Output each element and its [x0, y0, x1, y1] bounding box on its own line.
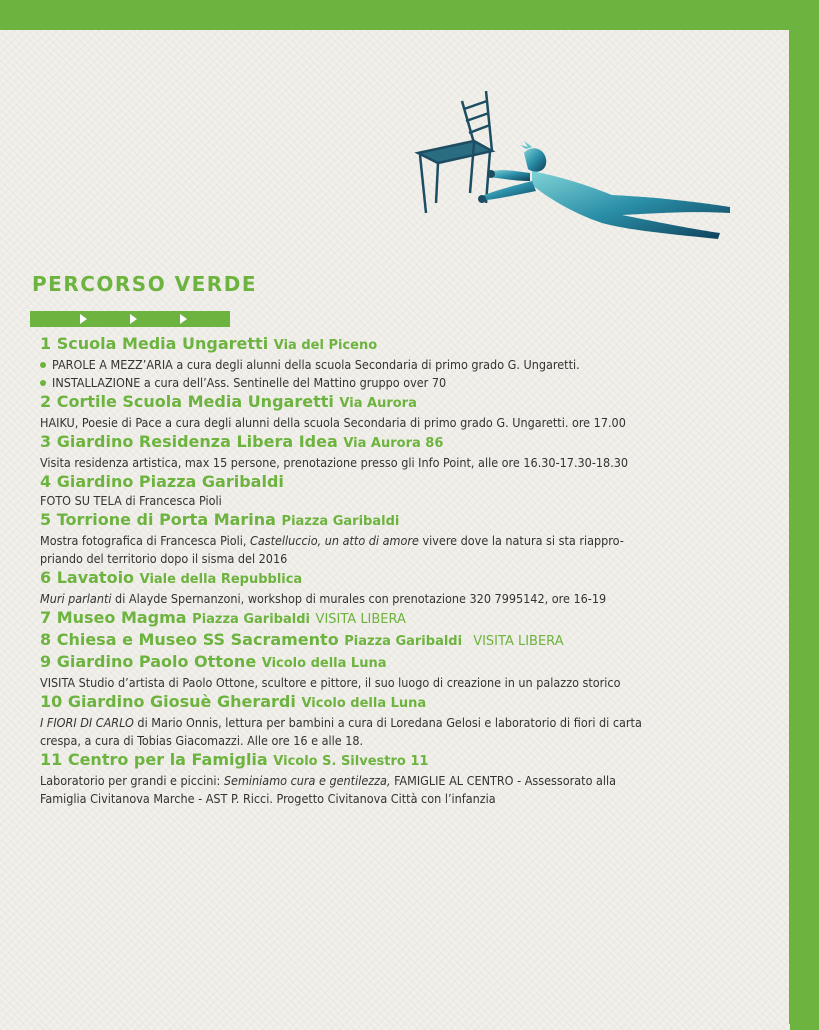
stop-title: 10 Giardino Giosuè Gherardi — [40, 692, 296, 711]
itinerary-list — [40, 334, 780, 808]
stop-description-line2: crespa, a cura di Tobias Giacomazzi. Alle ore 16 e alle 18. — [40, 733, 364, 748]
stop-address: Piazza Garibaldi — [344, 634, 463, 649]
stop-title: 7 Museo Magma — [40, 608, 187, 627]
stop-title: 6 Lavatoio — [40, 568, 135, 587]
stop-description: Laboratorio per grandi e piccini: Seminiamo cura e gentilezza, FAMIGLIE AL CENTRO - Assessorato alla — [40, 773, 617, 788]
stop-description: Visita residenza artistica, max 15 persone, prenotazione presso gli Info Point, alle ore 16.30-17.30-18.30 — [40, 455, 629, 470]
stop-description: Muri parlanti di Alayde Spernanzoni, workshop di murales con prenotazione 320 7995142, ore 16-19 — [40, 591, 607, 606]
stop-3 — [40, 432, 780, 472]
stop-9 — [40, 652, 780, 692]
stop-address: Via Aurora — [339, 396, 417, 411]
stop-title: 2 Cortile Scuola Media Ungaretti — [40, 392, 334, 411]
section-title: PERCORSO VERDE — [32, 272, 257, 296]
top-green-border — [0, 0, 819, 34]
stop-description-line2: priando del territorio dopo il sisma del 2016 — [40, 551, 288, 566]
stop-description-line2: Famiglia Civitanova Marche - AST P. Ricci. Progetto Civitanova Città con l’infanzia — [40, 791, 496, 806]
stop-description: HAIKU, Poesie di Pace a cura degli alunni della scuola Secondaria di primo grado G. Ungaretti. ore 17.00 — [40, 415, 626, 430]
stop-title: 8 Chiesa e Museo SS Sacramento — [40, 630, 339, 649]
stop-note: VISITA LIBERA — [473, 634, 564, 649]
stop-bullet: PAROLE A MEZZ’ARIA a cura degli alunni della scuola Secondaria di primo grado G. Ungaretti. — [52, 357, 580, 372]
stop-title: 11 Centro per la Famiglia — [40, 750, 268, 769]
right-green-border — [789, 0, 819, 1024]
stop-address: Vicolo della Luna — [261, 656, 387, 671]
stop-6 — [40, 568, 780, 608]
arrow-bar-decoration — [30, 311, 230, 327]
stop-2 — [40, 392, 780, 432]
stop-note: VISITA LIBERA — [315, 612, 406, 627]
stop-description: FOTO SU TELA di Francesca Pioli — [40, 493, 222, 508]
stop-4 — [40, 472, 780, 510]
stop-5 — [40, 510, 780, 568]
stop-address: Piazza Garibaldi — [281, 514, 400, 529]
flying-man-icon — [478, 141, 730, 239]
stop-address: Via del Piceno — [273, 338, 378, 353]
flying-man-with-chair-illustration — [412, 85, 742, 250]
stop-1 — [40, 334, 780, 392]
stop-title: 5 Torrione di Porta Marina — [40, 510, 276, 529]
stop-address: Vicolo della Luna — [301, 696, 427, 711]
stop-bullet: INSTALLAZIONE a cura dell’Ass. Sentinelle del Mattino gruppo over 70 — [52, 375, 447, 390]
chair-icon — [418, 91, 492, 213]
bullet-icon — [40, 362, 46, 368]
stop-address: Via Aurora 86 — [343, 436, 444, 451]
stop-address: Vicolo S. Silvestro 11 — [273, 754, 429, 769]
stop-title: 3 Giardino Residenza Libera Idea — [40, 432, 338, 451]
stop-title: 1 Scuola Media Ungaretti — [40, 334, 269, 353]
stop-address: Viale della Repubblica — [139, 572, 303, 587]
stop-11 — [40, 750, 780, 808]
stop-description: Mostra fotografica di Francesca Pioli, Castelluccio, un atto di amore vivere dove la natura si sta riappro- — [40, 533, 624, 548]
stop-7 — [40, 608, 780, 630]
stop-10 — [40, 692, 780, 750]
stop-description: I FIORI DI CARLO di Mario Onnis, lettura per bambini a cura di Loredana Gelosi e laboratorio di fiori di carta — [40, 715, 642, 730]
bullet-icon — [40, 380, 46, 386]
stop-title: 9 Giardino Paolo Ottone — [40, 652, 257, 671]
stop-description: VISITA Studio d’artista di Paolo Ottone, scultore e pittore, il suo luogo di creazione in un palazzo storico — [40, 675, 621, 690]
stop-8 — [40, 630, 780, 652]
stop-title: 4 Giardino Piazza Garibaldi — [40, 472, 284, 491]
stop-address: Piazza Garibaldi — [192, 612, 310, 627]
